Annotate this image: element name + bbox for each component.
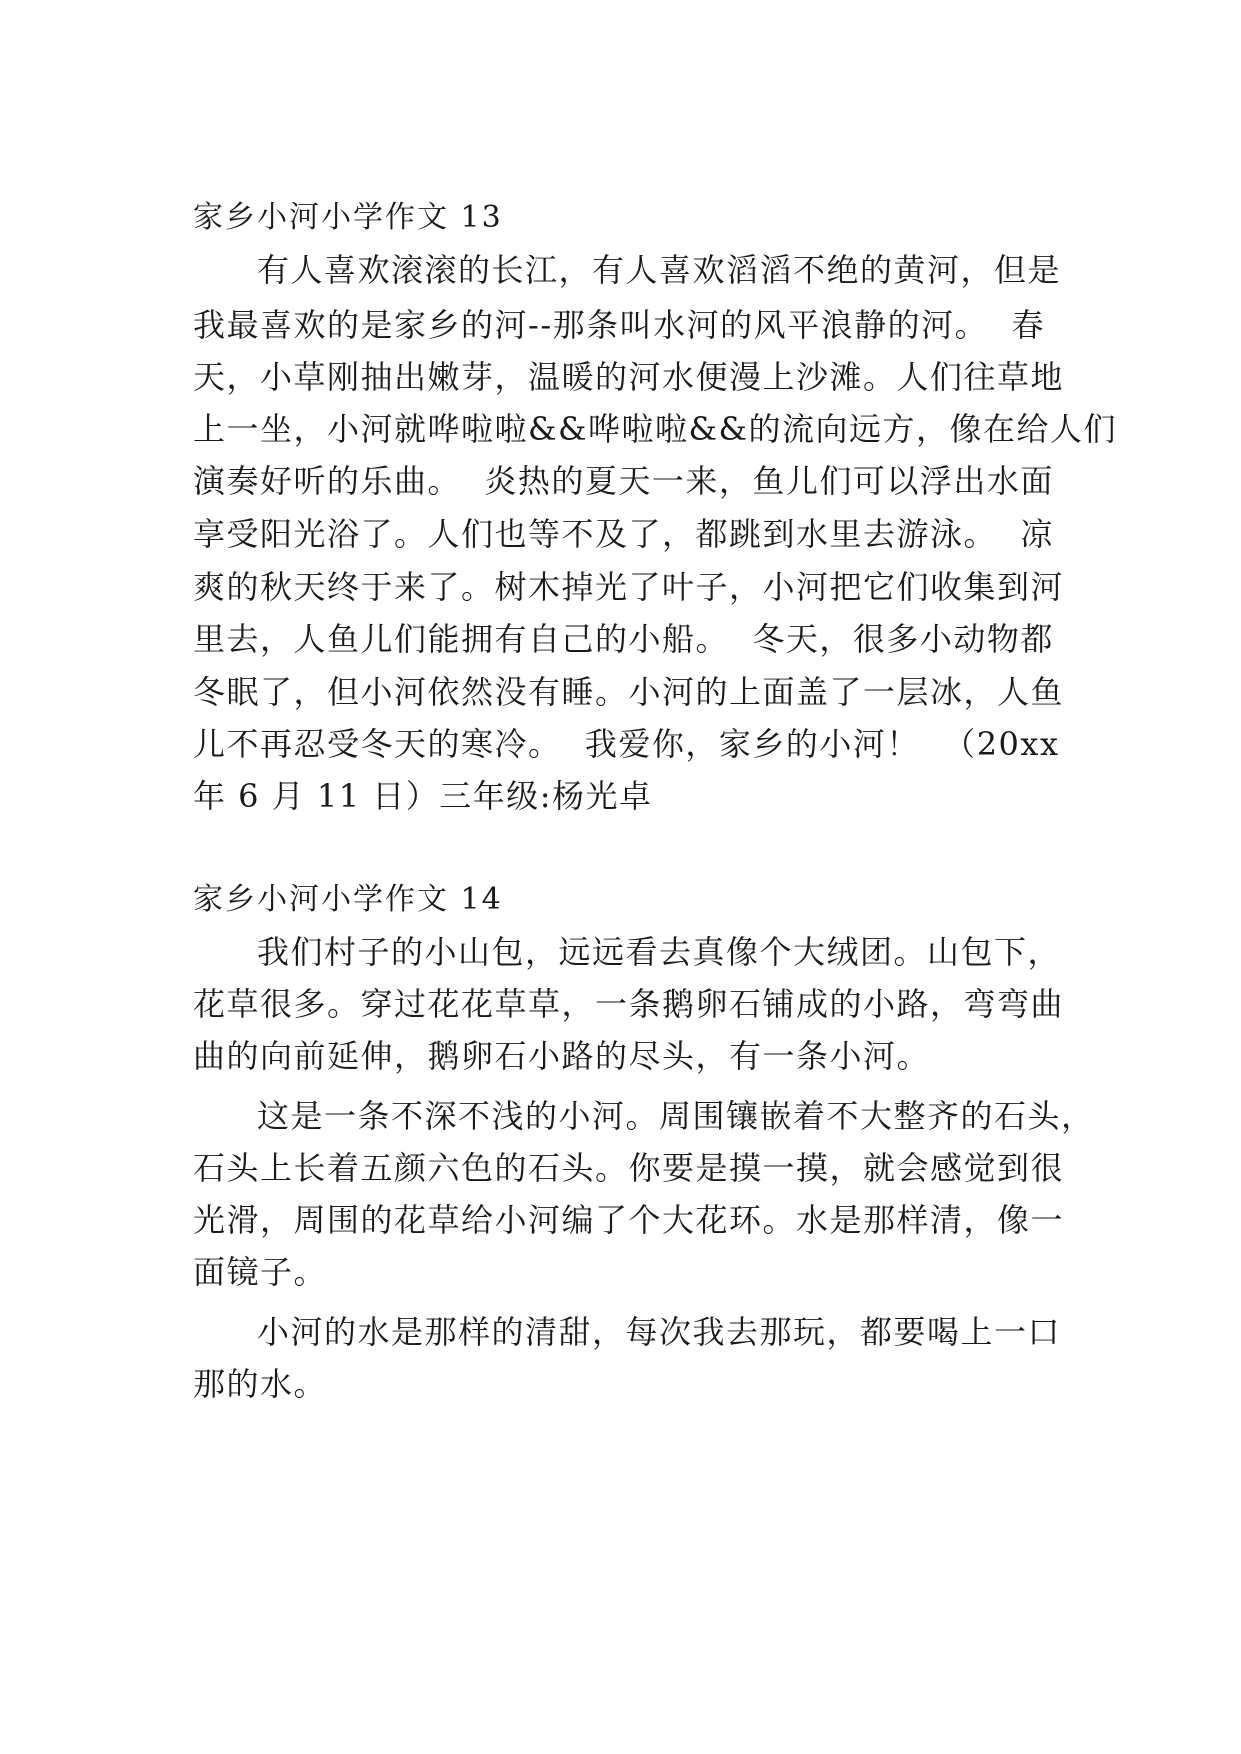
essay-14-line: 石头上长着五颜六色的石头。你要是摸一摸，就会感觉到很 — [193, 1149, 1065, 1187]
essay-14-line: 小河的水是那样的清甜，每次我去那玩，都要喝上一口 — [257, 1313, 1062, 1351]
essay-13-line: 演奏好听的乐曲。 炎热的夏天一来，鱼儿们可以浮出水面 — [193, 462, 1054, 500]
essay-13-line: 爽的秋天终于来了。树木掉光了叶子，小河把它们收集到河 — [193, 568, 1065, 606]
essay-13-line: 冬眠了，但小河依然没有睡。小河的上面盖了一层冰，人鱼 — [193, 673, 1065, 711]
essay-13-line: 天，小草刚抽出嫩芽，温暖的河水便漫上沙滩。人们往草地 — [193, 358, 1065, 396]
essay-13-line: 里去，人鱼儿们能拥有自己的小船。 冬天，很多小动物都 — [193, 620, 1054, 658]
essay-13-line: 儿不再忍受冬天的寒冷。 我爱你，家乡的小河！ （20xx — [193, 725, 1060, 763]
essay-13-line: 年 6 月 11 日）三年级:杨光卓 — [193, 777, 653, 815]
essay-14-line: 我们村子的小山包，远远看去真像个大绒团。山包下， — [257, 933, 1062, 971]
essay-13-line: 我最喜欢的是家乡的河--那条叫水河的风平浪静的河。 春 — [193, 306, 1045, 344]
essay-13-line: 上一坐，小河就哗啦啦&&哗啦啦&&的流向远方，像在给人们 — [193, 410, 1117, 448]
essay-13-title: 家乡小河小学作文 13 — [193, 200, 503, 235]
essay-14-line: 那的水。 — [193, 1365, 328, 1403]
essay-13-line: 有人喜欢滚滚的长江，有人喜欢滔滔不绝的黄河，但是 — [257, 251, 1062, 289]
essay-14-line: 这是一条不深不浅的小河。周围镶嵌着不大整齐的石头， — [257, 1097, 1095, 1135]
essay-14-title: 家乡小河小学作文 14 — [193, 882, 503, 917]
essay-14-line: 面镜子。 — [193, 1253, 328, 1291]
essay-14-line: 曲的向前延伸，鹅卵石小路的尽头，有一条小河。 — [193, 1037, 931, 1075]
essay-13-line: 享受阳光浴了。人们也等不及了，都跳到水里去游泳。 凉 — [193, 515, 1054, 553]
essay-14-line: 花草很多。穿过花花草草，一条鹅卵石铺成的小路，弯弯曲 — [193, 985, 1065, 1023]
essay-14-line: 光滑，周围的花草给小河编了个大花环。水是那样清，像一 — [193, 1201, 1065, 1239]
